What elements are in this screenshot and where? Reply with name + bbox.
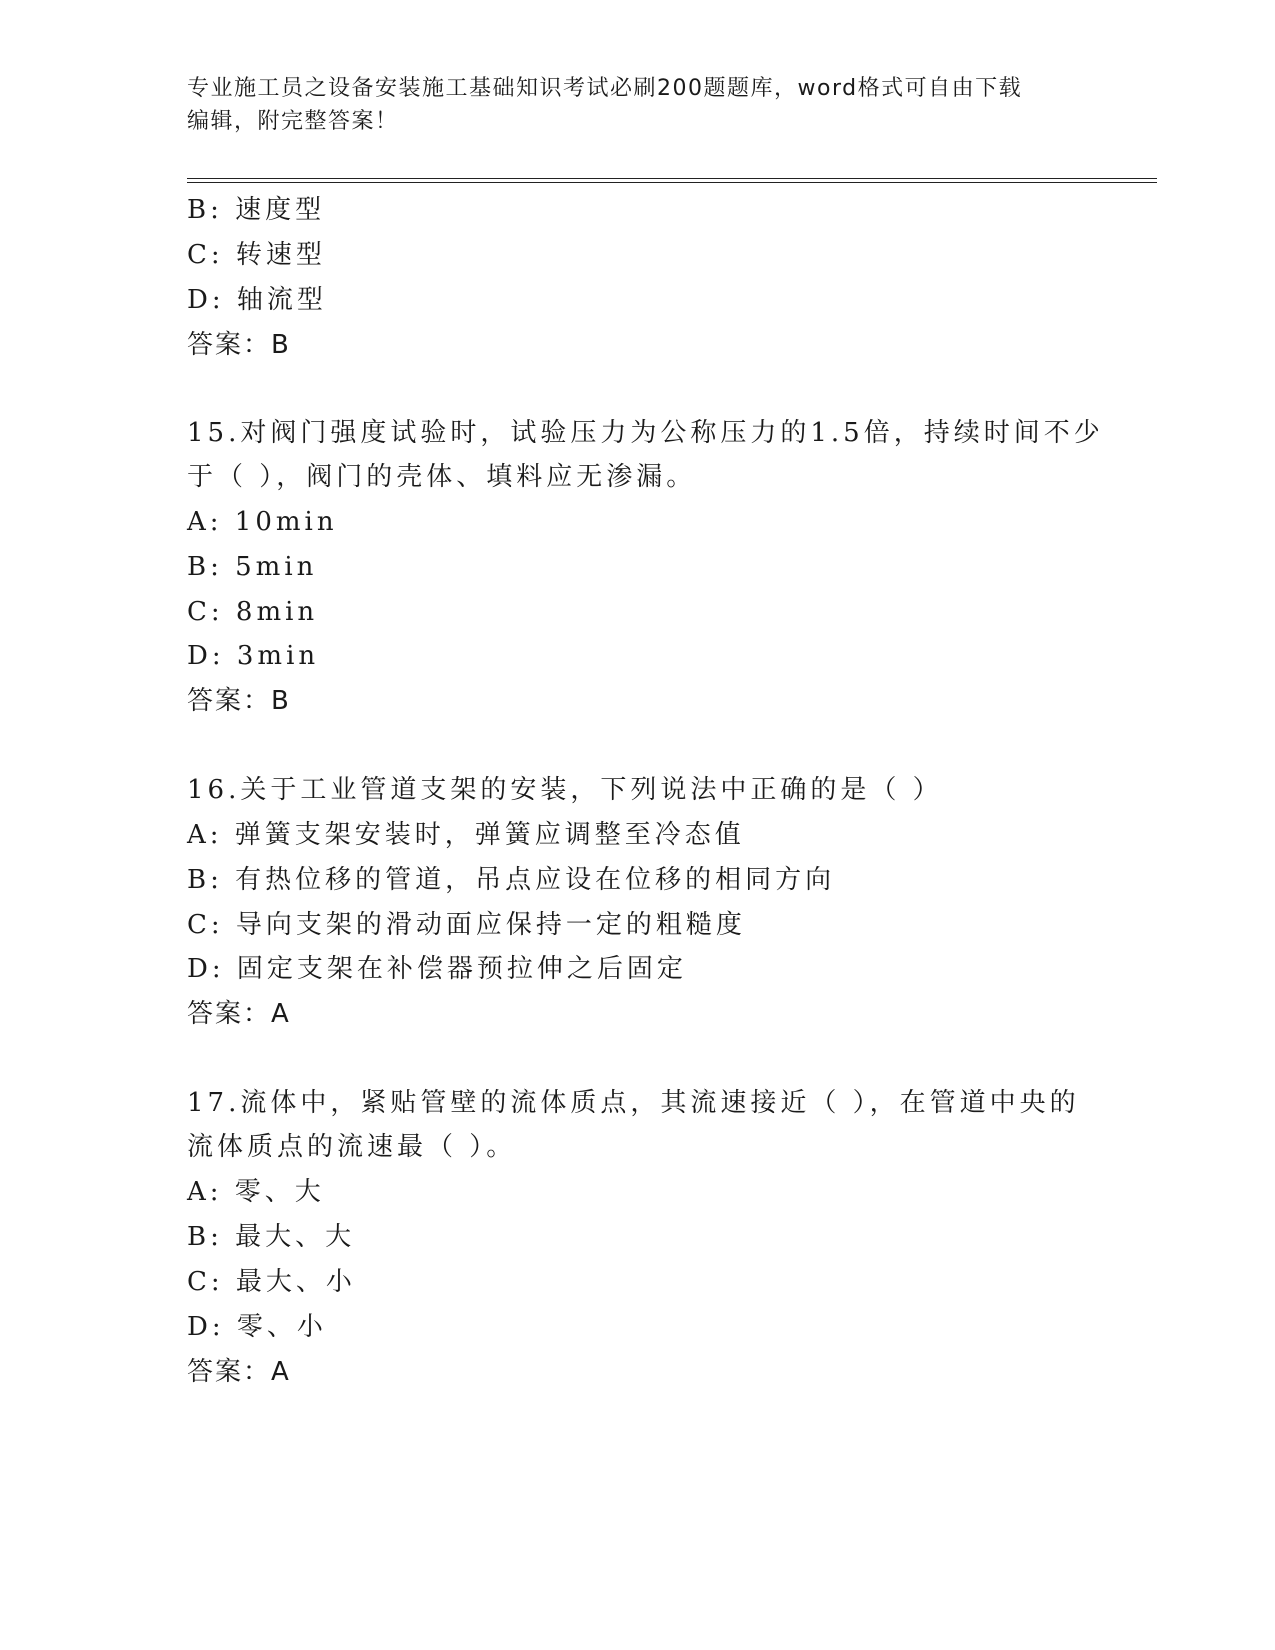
header-title-line-1: 专业施工员之设备安装施工基础知识考试必刷200题题库，word格式可自由下载	[187, 76, 1023, 101]
q14-answer: 答案：B	[187, 330, 291, 360]
header-divider-top	[187, 178, 1157, 179]
q16-option-c: C: 导向支架的滑动面应保持一定的粗糙度	[187, 910, 746, 940]
q17-stem-line-2: 流体质点的流速最（ ）。	[187, 1132, 517, 1162]
q15-answer: 答案：B	[187, 686, 291, 716]
q17-stem-line-1: 17.流体中，紧贴管壁的流体质点，其流速接近（ ），在管道中央的	[187, 1088, 1080, 1118]
q17-option-d: D: 零、小	[187, 1312, 327, 1342]
q15-option-d: D: 3min	[187, 641, 320, 671]
q16-stem-line-1: 16.关于工业管道支架的安装，下列说法中正确的是（ ）	[187, 775, 943, 805]
q16-option-a: A: 弹簧支架安装时，弹簧应调整至冷态值	[187, 820, 745, 850]
q15-stem-line-1: 15.对阀门强度试验时，试验压力为公称压力的1.5倍，持续时间不少	[187, 418, 1104, 448]
q17-option-b: B: 最大、大	[187, 1222, 356, 1252]
q14-option-d: D: 轴流型	[187, 285, 327, 315]
header-title-line-2: 编辑，附完整答案！	[187, 109, 399, 134]
q15-option-b: B: 5min	[187, 552, 318, 582]
q16-answer: 答案：A	[187, 999, 291, 1029]
q16-option-d: D: 固定支架在补偿器预拉伸之后固定	[187, 954, 687, 984]
q15-option-a: A: 10min	[187, 507, 338, 537]
q17-option-a: A: 零、大	[187, 1177, 325, 1207]
q16-option-b: B: 有热位移的管道，吊点应设在位移的相同方向	[187, 865, 836, 895]
header-divider-bottom	[187, 182, 1157, 183]
q15-option-c: C: 8min	[187, 597, 319, 627]
q17-option-c: C: 最大、小	[187, 1267, 356, 1297]
q14-option-c: C: 转速型	[187, 240, 326, 270]
q15-stem-line-2: 于（ ），阀门的壳体、填料应无渗漏。	[187, 462, 697, 492]
document-header	[187, 72, 1067, 138]
q17-answer: 答案：A	[187, 1357, 291, 1387]
q14-option-b: B: 速度型	[187, 195, 326, 225]
